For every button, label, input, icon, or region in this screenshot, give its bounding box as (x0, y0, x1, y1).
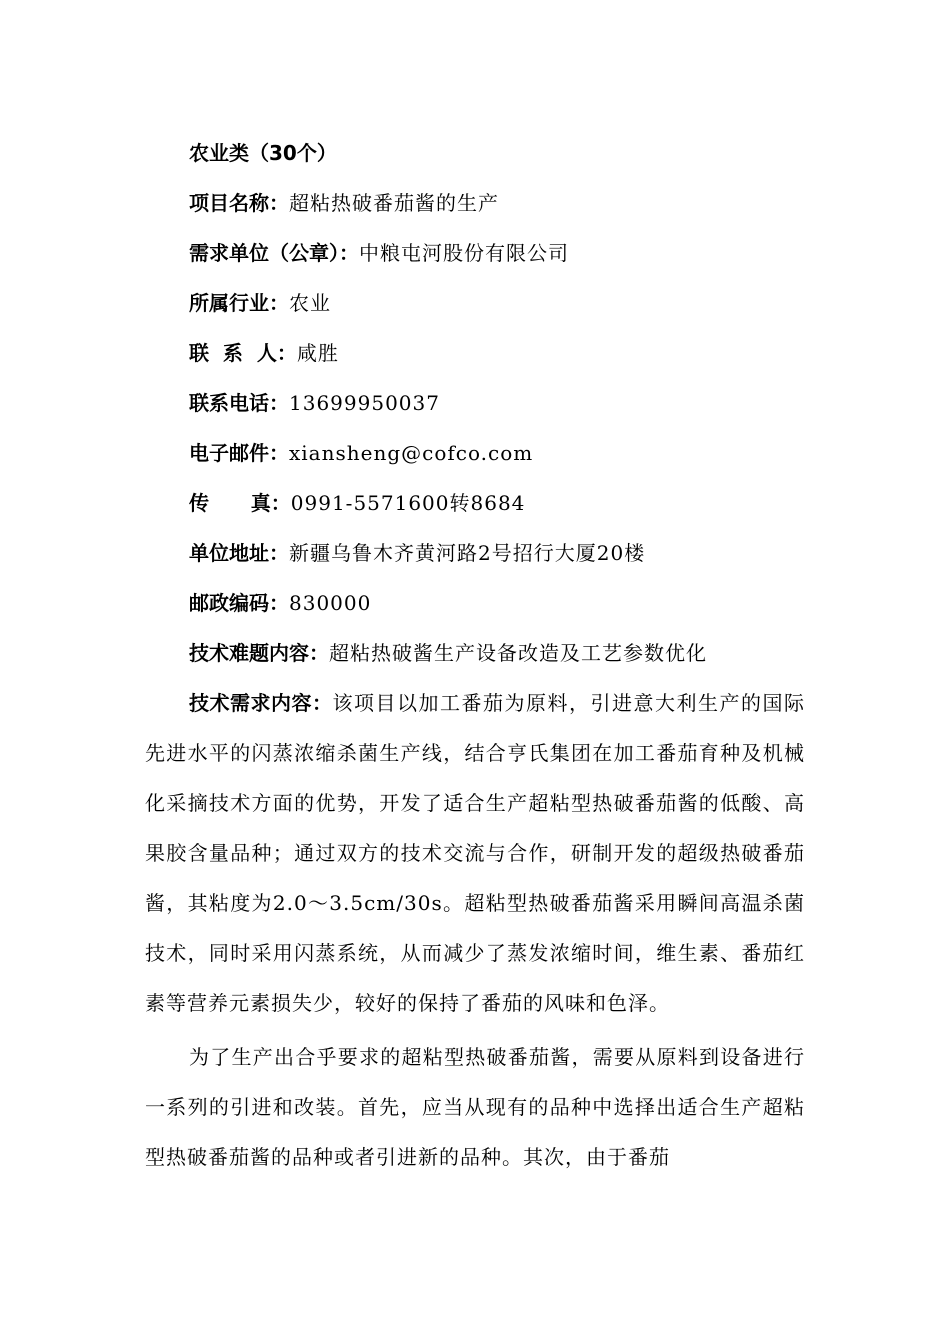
field-label: 传 真： (189, 491, 291, 515)
field-label: 技术难题内容： (189, 641, 329, 665)
field-postal-code (145, 578, 805, 628)
field-contact-person (145, 328, 805, 378)
heading-text: 农业类（30个） (189, 141, 337, 165)
field-label: 项目名称： (189, 191, 289, 215)
field-value: xiansheng@cofco.com (289, 441, 534, 465)
field-value: 中粮屯河股份有限公司 (359, 241, 569, 265)
document-body (145, 128, 805, 1182)
field-label: 联 系 人： (189, 341, 297, 365)
field-label: 所属行业： (189, 291, 289, 315)
field-value: 咸胜 (296, 341, 339, 365)
field-industry (145, 278, 805, 328)
field-demand-unit (145, 228, 805, 278)
tech-demand-label: 技术需求内容： (189, 691, 333, 715)
body-paragraph: 为了生产出合乎要求的超粘型热破番茄酱，需要从原料到设备进行一系列的引进和改装。首先，应当从现有的品种中选择出适合生产超粘型热破番茄酱的品种或者引进新的品种。其次，由于番茄 (145, 1045, 805, 1169)
field-value: 830000 (289, 591, 372, 615)
field-label: 需求单位（公章）： (189, 241, 359, 265)
field-value: 农业 (289, 291, 331, 315)
field-label: 电子邮件： (189, 441, 289, 465)
field-value: 超粘热破番茄酱的生产 (289, 191, 499, 215)
field-fax (145, 478, 805, 528)
tech-demand-text: 该项目以加工番茄为原料，引进意大利生产的国际先进水平的闪蒸浓缩杀菌生产线，结合亨氏集团在加工番茄育种及机械化采摘技术方面的优势，开发了适合生产超粘型热破番茄酱的低酸、高果胶含量品种；通过双方的技术交流与合作，研制开发的超级热破番茄酱，其粘度为2.0～3.5cm/30s。超粘型热破番茄酱采用瞬间高温杀菌技术，同时采用闪蒸系统，从而减少了蒸发浓缩时间，维生素、番茄红素等营养元素损失少，较好的保持了番茄的风味和色泽。 (145, 691, 805, 1015)
field-address (145, 528, 805, 578)
field-label: 联系电话： (189, 391, 289, 415)
field-project-name (145, 178, 805, 228)
field-value: 0991-5571600转8684 (290, 491, 526, 515)
field-value: 超粘热破酱生产设备改造及工艺参数优化 (329, 641, 707, 665)
field-tech-problem (145, 628, 805, 678)
field-email (145, 428, 805, 478)
section-heading (145, 128, 805, 178)
field-label: 单位地址： (189, 541, 289, 565)
field-phone (145, 378, 805, 428)
field-value: 新疆乌鲁木齐黄河路2号招行大厦20楼 (289, 541, 646, 565)
field-label: 邮政编码： (189, 591, 289, 615)
tech-demand-paragraph (145, 678, 805, 1028)
field-value: 13699950037 (289, 391, 440, 415)
